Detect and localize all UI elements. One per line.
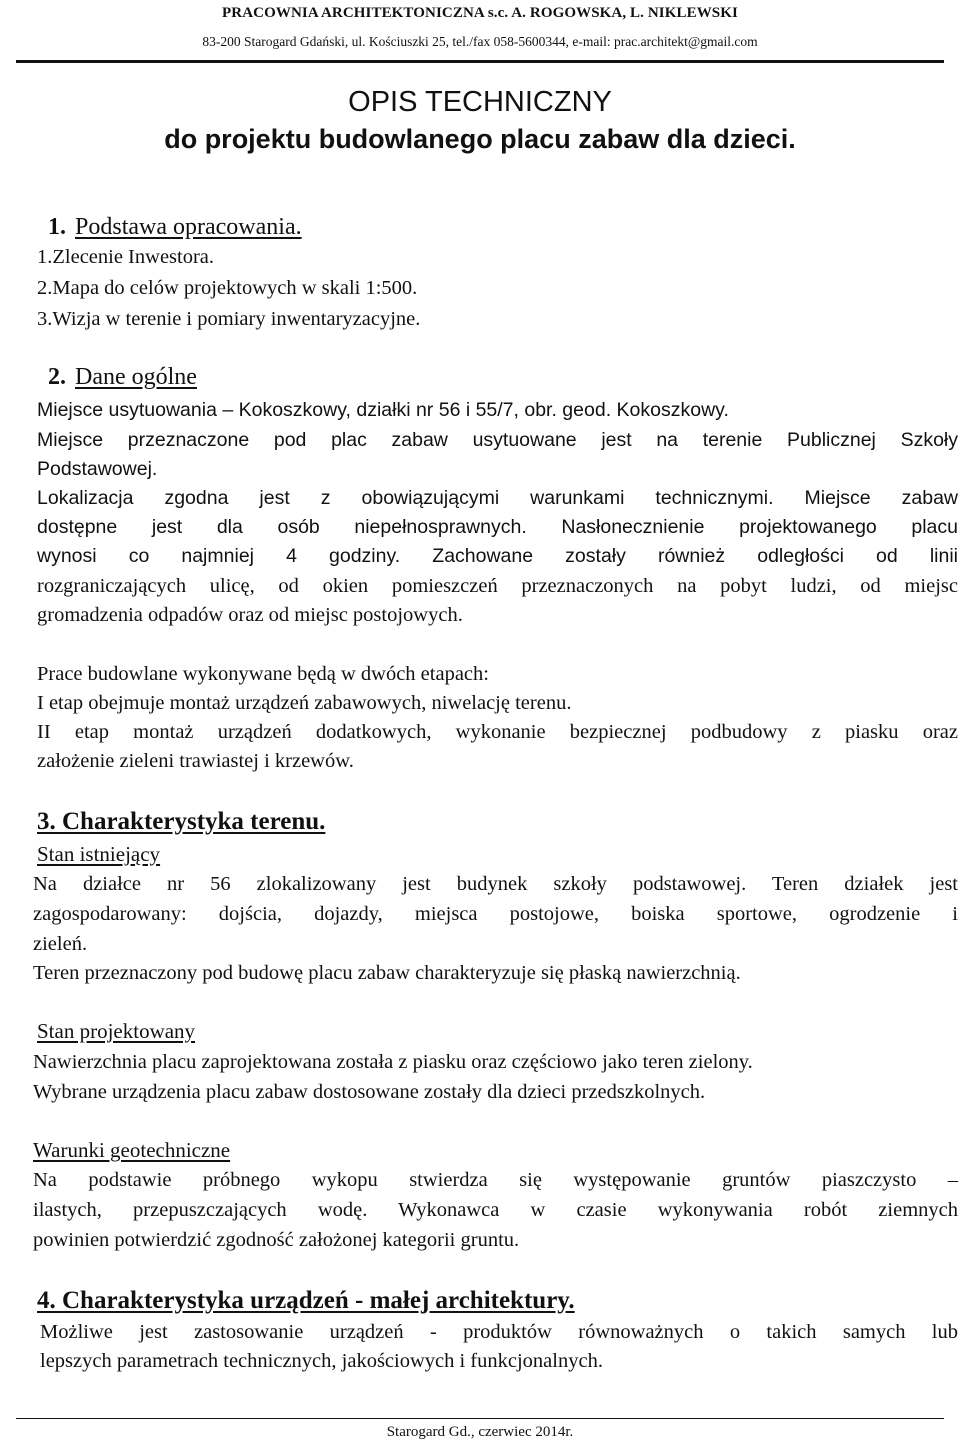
paragraph-line: Lokalizacja zgodna jest z obowiązującymi warunkami technicznymi. Miejsce zabaw [37, 487, 958, 509]
designed-state-label: Stan projektowany [37, 1019, 196, 1043]
paragraph-line: Na podstawie próbnego wykopu stwierdza się występowanie gruntów piaszczysto – [33, 1169, 958, 1191]
paragraph-line: lepszych parametrach technicznych, jakościowych i funkcjonalnych. [40, 1350, 603, 1372]
paragraph-line: zieleń. [33, 933, 88, 955]
paragraph-line: I etap obejmuje montaż urządzeń zabawowych, niwelację terenu. [37, 692, 572, 714]
section1-item: 2.Mapa do celów projektowych w skali 1:500. [37, 277, 418, 299]
existing-state-label: Stan istniejący [37, 842, 161, 866]
section2-number: 2. [48, 364, 66, 390]
paragraph-line: dostępne jest dla osób niepełnosprawnych. Nasłonecznienie projektowanego placu [37, 516, 958, 538]
paragraph-line: Nawierzchnia placu zaprojektowana została z piasku oraz częściowo jako teren zielony. [33, 1051, 753, 1073]
section2-heading: Dane ogólne [75, 364, 197, 390]
paragraph-line: gromadzenia odpadów oraz od miejsc postojowych. [37, 604, 463, 626]
paragraph-line: wynosi co najmniej 4 godziny. Zachowane zostały również odległości od linii [37, 545, 958, 567]
section1-item: 3.Wizja w terenie i pomiary inwentaryzacyjne. [37, 308, 421, 330]
section1-heading: Podstawa opracowania. [75, 214, 302, 240]
section1-item: 1.Zlecenie Inwestora. [37, 246, 215, 268]
footer-place-date: Starogard Gd., czerwiec 2014r. [386, 1424, 574, 1440]
paragraph-line: Podstawowej. [37, 458, 158, 480]
paragraph-line: Wybrane urządzenia placu zabaw dostosowane zostały dla dzieci przedszkolnych. [33, 1081, 706, 1103]
paragraph-line: zagospodarowany: dojścia, dojazdy, miejsca postojowe, boiska sportowe, ogrodzenie i [33, 903, 958, 925]
paragraph-line: założenie zieleni trawiastej i krzewów. [37, 750, 354, 772]
section4-heading: 4. Charakterystyka urządzeń - małej architektury. [37, 1287, 575, 1314]
section1-number: 1. [48, 214, 66, 240]
footer-divider [16, 1418, 944, 1419]
paragraph-line: Możliwe jest zastosowanie urządzeń - produktów równoważnych o takich samych lub [40, 1321, 958, 1343]
section3-heading: 3. Charakterystyka terenu. [37, 808, 326, 835]
paragraph-line: Teren przeznaczony pod budowę placu zabaw charakteryzuje się płaską nawierzchnią. [33, 962, 741, 984]
paragraph-line: II etap montaż urządzeń dodatkowych, wykonanie bezpiecznej podbudowy z piasku oraz [37, 721, 958, 743]
company-address: 83-200 Starogard Gdański, ul. Kościuszki 25, tel./fax 058-5600344, e-mail: prac.architekt@gmail.com [202, 34, 758, 49]
header-divider [16, 60, 944, 63]
paragraph-line: Prace budowlane wykonywane będą w dwóch etapach: [37, 663, 489, 685]
paragraph-line: ilastych, przepuszczających wodę. Wykonawca w czasie wykonywania robót ziemnych [33, 1199, 958, 1221]
document-subtitle: do projektu budowlanego placu zabaw dla dzieci. [164, 124, 796, 154]
company-name: PRACOWNIA ARCHITEKTONICZNA s.c. A. ROGOWSKA, L. NIKLEWSKI [222, 5, 738, 21]
paragraph-line: powinien potwierdzić zgodność założonej kategorii gruntu. [33, 1229, 520, 1251]
paragraph-line: Miejsce przeznaczone pod plac zabaw usytuowane jest na terenie Publicznej Szkoły [37, 429, 958, 451]
geotechnical-label: Warunki geotechniczne [33, 1138, 231, 1162]
paragraph-line: rozgraniczających ulicę, od okien pomieszczeń przeznaczonych na pobyt ludzi, od miejsc [37, 575, 958, 597]
document-title: OPIS TECHNICZNY [348, 86, 612, 118]
paragraph-line: Na działce nr 56 zlokalizowany jest budynek szkoły podstawowej. Teren działek jest [33, 873, 958, 895]
paragraph-line: Miejsce usytuowania – Kokoszkowy, działki nr 56 i 55/7, obr. geod. Kokoszkowy. [37, 399, 729, 421]
